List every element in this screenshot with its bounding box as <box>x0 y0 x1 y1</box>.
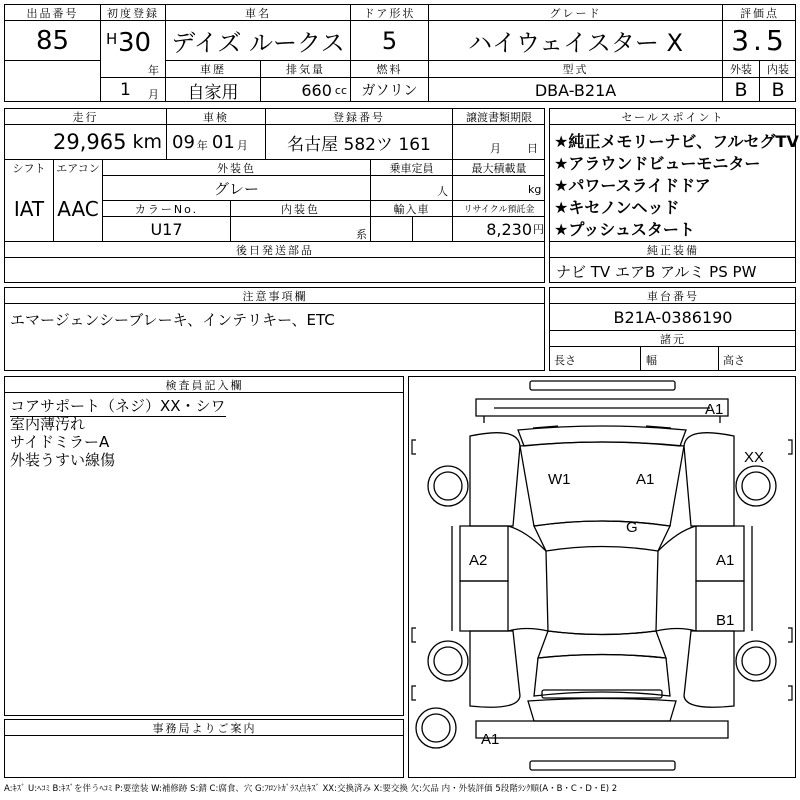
reg-year-unit: 年 <box>148 64 159 77</box>
interior-grade-value: B <box>771 79 785 101</box>
office-label: 事務局よりご案内 <box>152 721 257 735</box>
inspection-month: 01 <box>211 131 235 153</box>
model-code-value: DBA-B21A <box>534 80 617 100</box>
car-diagram-drawing <box>408 376 796 778</box>
damage-mark: G <box>626 519 638 536</box>
history-value: 自家用 <box>187 82 239 102</box>
displacement-label: 排気量 <box>286 63 325 76</box>
equipment-value: ナビ TV エアB アルミ PS PW <box>556 262 757 281</box>
recycle-label: リサイクル預託金 <box>463 205 535 215</box>
exterior-grade-label: 外装 <box>730 63 752 76</box>
inspection-year-unit: 年 <box>196 139 208 152</box>
exterior-grade-value: B <box>734 79 748 101</box>
inspector-line: コアサポート（ネジ）XX・シワ <box>10 397 226 415</box>
max-load-label: 最大積載量 <box>471 161 527 175</box>
mileage-value: 29,965 <box>53 130 127 154</box>
dim-length-label: 長さ <box>554 354 576 367</box>
reg-era: H <box>106 30 118 48</box>
transfer-month-unit: 月 <box>490 142 501 155</box>
lot-no-label: 出品番号 <box>26 6 79 20</box>
damage-mark: A1 <box>716 552 735 569</box>
notes-value: エマージェンシーブレーキ、インテリキー、ETC <box>10 310 335 329</box>
plate-label: 登録番号 <box>333 110 385 124</box>
model-code-label: 型式 <box>562 63 589 76</box>
transfer-deadline-label: 譲渡書類期限 <box>466 110 532 124</box>
aircon-value: AAC <box>57 196 99 221</box>
import-label: 輸入車 <box>393 202 430 216</box>
transfer-day-unit: 日 <box>527 142 538 155</box>
history-label: 車歴 <box>200 63 226 76</box>
aircon-label: エアコン <box>56 161 100 175</box>
sale-point-item: ★プッシュスタート <box>554 220 695 239</box>
grade-label: グレード <box>549 6 602 20</box>
inspector-line: 室内薄汚れ <box>10 415 86 433</box>
shift-value: IAT <box>13 196 45 221</box>
reg-year-label: 初度登録 <box>107 6 159 20</box>
recycle-unit: 円 <box>533 223 544 236</box>
sale-points-label: セールスポイント <box>621 110 725 124</box>
damage-mark: A1 <box>705 401 724 418</box>
damage-mark: XX <box>744 449 765 466</box>
fuel-value: ガソリン <box>361 83 418 99</box>
notes-label: 注意事項欄 <box>242 289 308 303</box>
dim-height-label: 高さ <box>723 354 745 367</box>
lot-no-value: 85 <box>35 25 70 56</box>
legend-text: A:ｷｽﾞ U:ﾍｺﾐ B:ｷｽﾞを伴うﾍｺﾐ P:要塗装 W:補修跡 S:錆 C:腐食、穴 G:ﾌﾛﾝﾄｶﾞﾗｽ点ｷｽﾞ XX:交換済み X:要交換 欠:欠品 内・外装評価 5段階ﾗﾝｸ順(A・B・C・D・E) 2 <box>4 784 618 794</box>
damage-mark: A2 <box>469 552 488 569</box>
mileage-unit: km <box>132 131 162 153</box>
sale-point-item: ★キセノンヘッド <box>554 198 680 217</box>
fuel-label: 燃料 <box>376 63 403 76</box>
max-load-unit: kg <box>528 183 542 196</box>
damage-mark: A1 <box>481 731 500 748</box>
ext-color-value: グレー <box>213 179 259 198</box>
ext-color-label: 外装色 <box>217 161 256 175</box>
later-parts-label: 後日発送部品 <box>236 243 314 257</box>
color-no-label: カラーNo. <box>134 202 199 216</box>
dimensions-label: 諸元 <box>660 332 686 346</box>
sale-point-item: ★アラウンドビューモニター <box>554 154 761 173</box>
car-name-label: 車名 <box>245 6 271 20</box>
score-label: 評価点 <box>740 6 779 20</box>
doors-value: 5 <box>381 26 398 55</box>
shift-label: シフト <box>12 161 46 175</box>
color-no-value: U17 <box>150 219 183 239</box>
score-value: 3.5 <box>731 24 788 57</box>
inspection-label: 車検 <box>203 110 229 124</box>
dim-width-label: 幅 <box>646 354 657 367</box>
equipment-label: 純正装備 <box>647 243 699 257</box>
car-name-value: デイズ ルークス <box>171 29 345 57</box>
interior-grade-label: 内装 <box>767 63 789 76</box>
damage-mark: A1 <box>636 471 655 488</box>
reg-month-unit: 月 <box>148 88 159 101</box>
int-color-label: 内装色 <box>281 202 320 216</box>
reg-month: 1 <box>120 80 131 100</box>
reg-year: 30 <box>118 28 152 58</box>
inspector-line: 外装うすい線傷 <box>10 451 116 469</box>
sale-point-item: ★純正メモリーナビ、フルセグTV <box>554 132 799 151</box>
displacement-unit: cc <box>334 83 347 97</box>
sale-point-item: ★パワースライドドア <box>554 176 711 195</box>
chassis-value: B21A-0386190 <box>613 307 733 327</box>
int-color-unit: 系 <box>356 228 367 241</box>
grade-value: ハイウェイスター X <box>468 29 683 57</box>
inspection-year: 09 <box>172 131 195 153</box>
displacement-value: 660 <box>301 80 332 100</box>
doors-label: ドア形状 <box>363 6 416 20</box>
capacity-label: 乗車定員 <box>389 161 434 175</box>
recycle-value: 8,230 <box>486 219 532 239</box>
chassis-label: 車台番号 <box>647 289 699 303</box>
damage-mark: B1 <box>716 612 735 629</box>
plate-value: 名古屋 582ツ 161 <box>287 134 431 155</box>
mileage-label: 走行 <box>72 110 99 124</box>
damage-mark: W1 <box>548 471 571 488</box>
inspection-month-unit: 月 <box>236 139 248 152</box>
inspector-line: サイドミラーA <box>10 433 110 451</box>
inspector-label: 検査員記入欄 <box>165 378 244 392</box>
capacity-unit: 人 <box>437 185 448 198</box>
